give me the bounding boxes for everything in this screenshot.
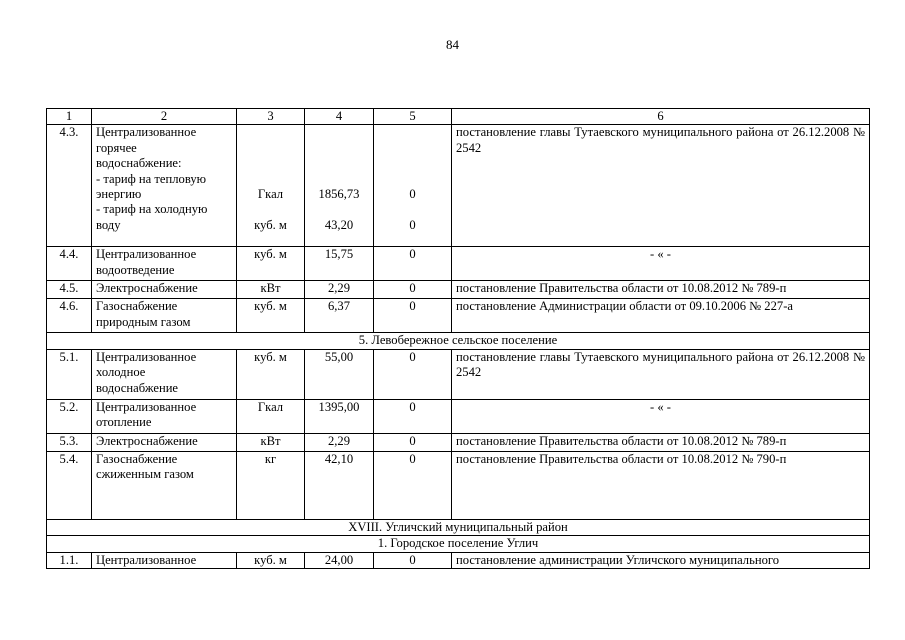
legal-basis: - « - <box>452 399 870 433</box>
service-name: Электроснабжение <box>92 433 237 451</box>
unit: куб. м <box>237 552 305 568</box>
column-number: 6 <box>452 109 870 125</box>
tariff-value: 55,00 <box>305 349 374 399</box>
unit: куб. м <box>237 349 305 399</box>
tariff-value: 1856,73 43,20 <box>305 125 374 247</box>
column-5-value: 0 <box>374 433 452 451</box>
table-row <box>47 299 870 333</box>
tariff-value: 2,29 <box>305 281 374 299</box>
section-title: XVIII. Угличский муниципальный район <box>47 519 870 535</box>
item-number: 4.6. <box>47 299 92 333</box>
table-row <box>47 349 870 399</box>
column-number: 5 <box>374 109 452 125</box>
legal-basis: постановление администрации Угличского муниципального <box>452 552 870 568</box>
column-number: 1 <box>47 109 92 125</box>
table-row <box>47 281 870 299</box>
unit: кВт <box>237 433 305 451</box>
item-number: 4.5. <box>47 281 92 299</box>
tariff-table <box>46 108 870 569</box>
column-5-value: 0 <box>374 281 452 299</box>
tariff-value: 1395,00 <box>305 399 374 433</box>
column-number: 4 <box>305 109 374 125</box>
unit: Гкал куб. м <box>237 125 305 247</box>
column-5-value: 0 0 <box>374 125 452 247</box>
unit: Гкал <box>237 399 305 433</box>
item-number: 5.2. <box>47 399 92 433</box>
column-5-value: 0 <box>374 451 452 519</box>
item-number: 4.4. <box>47 247 92 281</box>
service-name: Централизованное водоотведение <box>92 247 237 281</box>
column-number: 3 <box>237 109 305 125</box>
item-number: 1.1. <box>47 552 92 568</box>
table-row <box>47 433 870 451</box>
column-5-value: 0 <box>374 349 452 399</box>
legal-basis: - « - <box>452 247 870 281</box>
legal-basis: постановление Правительства области от 10.08.2012 № 790-п <box>452 451 870 519</box>
legal-basis: постановление Правительства области от 10.08.2012 № 789-п <box>452 433 870 451</box>
legal-basis: постановление главы Тутаевского муниципального района от 26.12.2008 № 2542 <box>452 125 870 247</box>
tariff-value: 42,10 <box>305 451 374 519</box>
service-name: Централизованное холодное водоснабжение <box>92 349 237 399</box>
unit: куб. м <box>237 247 305 281</box>
unit: кг <box>237 451 305 519</box>
table-row <box>47 247 870 281</box>
unit: куб. м <box>237 299 305 333</box>
tariff-value: 24,00 <box>305 552 374 568</box>
service-name: Электроснабжение <box>92 281 237 299</box>
column-5-value: 0 <box>374 399 452 433</box>
page-number: 84 <box>446 37 459 52</box>
item-number: 4.3. <box>47 125 92 247</box>
legal-basis: постановление Правительства области от 10.08.2012 № 789-п <box>452 281 870 299</box>
service-name: Централизованное <box>92 552 237 568</box>
section-row <box>47 333 870 349</box>
table-row <box>47 125 870 247</box>
column-5-value: 0 <box>374 247 452 281</box>
legal-basis: постановление Администрации области от 09.10.2006 № 227-а <box>452 299 870 333</box>
column-number: 2 <box>92 109 237 125</box>
column-numbers-row <box>47 109 870 125</box>
service-name: Централизованное отопление <box>92 399 237 433</box>
legal-basis: постановление главы Тутаевского муниципального района от 26.12.2008 № 2542 <box>452 349 870 399</box>
table-row <box>47 399 870 433</box>
table-row <box>47 451 870 519</box>
section-row <box>47 519 870 535</box>
column-5-value: 0 <box>374 552 452 568</box>
column-5-value: 0 <box>374 299 452 333</box>
unit: кВт <box>237 281 305 299</box>
tariff-value: 6,37 <box>305 299 374 333</box>
section-row <box>47 536 870 552</box>
tariff-value: 2,29 <box>305 433 374 451</box>
service-name: Централизованное горячее водоснабжение: - тариф на тепловую энергию - тариф на холодную воду <box>92 125 237 247</box>
service-name: Газоснабжение природным газом <box>92 299 237 333</box>
item-number: 5.1. <box>47 349 92 399</box>
section-title: 5. Левобережное сельское поселение <box>47 333 870 349</box>
tariff-value: 15,75 <box>305 247 374 281</box>
item-number: 5.4. <box>47 451 92 519</box>
service-name: Газоснабжение сжиженным газом <box>92 451 237 519</box>
table-row <box>47 552 870 568</box>
tariff-table-body <box>47 109 870 569</box>
section-title: 1. Городское поселение Углич <box>47 536 870 552</box>
item-number: 5.3. <box>47 433 92 451</box>
